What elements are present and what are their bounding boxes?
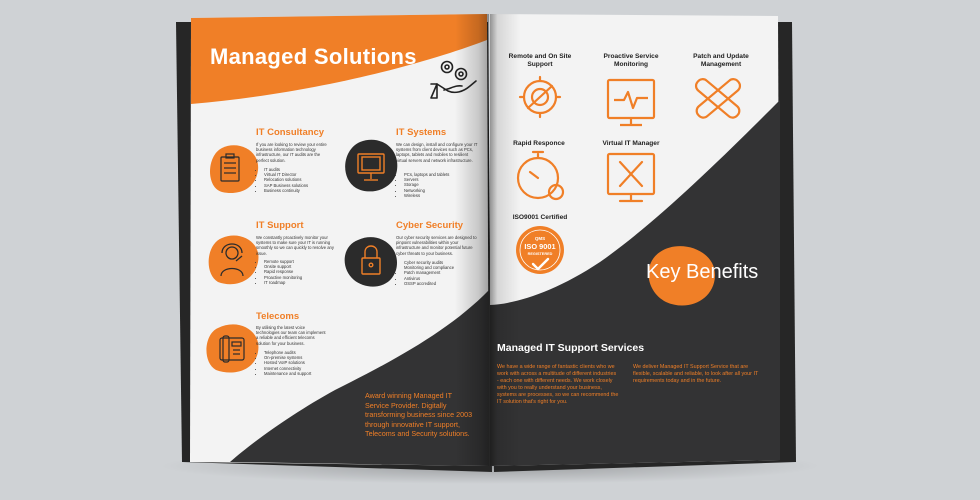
benefit-patch-update-management: Patch and Update Management <box>693 53 749 68</box>
service-desc-it-consultancy: If you are looking to review your entire business information technology infrastructure, our IT audits are the perfect solution. <box>256 142 327 163</box>
bullet-item: • Monitoring and compliance <box>404 265 454 270</box>
paragraph-left: We have a wide range of fantastic clients who we work with across a multitude of different industries - each one with different needs. We work closely with you to really understand your business, systems are processes, so we can recommend the IT solution that's right for you. <box>497 364 619 405</box>
service-desc-it-support: We constantly proactively monitor your systems to make sure your IT is running smoothly so we can quickly to resolve any issue. <box>256 235 334 256</box>
key-benefits-heading: Key Benefits <box>646 261 759 283</box>
bullet-item: • Proactive monitoring <box>264 275 302 280</box>
service-title-cyber-security: Cyber Security <box>396 220 464 231</box>
service-bullets-it-consultancy <box>256 167 308 193</box>
service-bullets-it-support <box>256 259 302 285</box>
bullet-item: • Virtual IT Director <box>264 172 308 177</box>
benefit-remote-onsite-support: Remote and On Site Support <box>508 53 572 68</box>
service-bullets-telecoms <box>256 350 311 376</box>
bullet-item: • OSSP accredited <box>404 281 454 286</box>
bullet-item: • Maintenance and support <box>264 371 311 376</box>
left-footer-text: Award winning Managed IT Service Provider. Digitally transforming business since 2003 through innovative IT support, Telecoms and Security solutions. <box>365 391 473 439</box>
left-page-heading: Managed Solutions <box>210 44 417 69</box>
bullet-item: • Relocation solutions <box>264 177 308 182</box>
bullet-item: • Internet connectivity <box>264 366 311 371</box>
benefit-rapid-response: Rapid Responce <box>513 140 565 147</box>
bullet-item: • Wireless <box>404 193 449 198</box>
bullet-item: • Cyber security audits <box>404 260 454 265</box>
bullet-item: • IT roadmap <box>264 280 302 285</box>
it-systems-blob <box>345 140 397 192</box>
service-title-telecoms: Telecoms <box>256 311 300 322</box>
bullet-item: • Business continuity <box>264 188 308 193</box>
service-title-it-support: IT Support <box>256 220 304 231</box>
bullet-item: • Telephone audits <box>264 350 311 355</box>
bullet-item: • Patch management <box>404 270 454 275</box>
service-title-it-consultancy: IT Consultancy <box>256 127 325 138</box>
badge-bottom-text: REGISTERED <box>527 252 553 256</box>
bullet-item: • IT audits <box>264 167 308 172</box>
paragraph-right: We deliver Managed IT Support Service that are flexible, scalable and reliable, to look after all your IT requirements today and in the future. <box>633 364 759 384</box>
benefit-iso9001-certified: ISO9001 Certified <box>512 214 568 221</box>
badge-top-text: QMS <box>534 236 546 241</box>
service-bullets-it-systems <box>396 172 449 198</box>
bullet-item: • Remote support <box>264 259 302 264</box>
service-title-it-systems: IT Systems <box>396 127 447 138</box>
bullet-item: • Hosted VoIP solutions <box>264 360 311 365</box>
benefit-virtual-it-manager: Virtual IT Manager <box>602 140 660 147</box>
bullet-item: • Storage <box>404 182 449 187</box>
bullet-item: • PCs, laptops and tablets <box>404 172 449 177</box>
service-desc-it-systems: We can design, install and configure your IT systems from client devices such as PCs, laptops, tablets and mobiles to resilient virtual servers and network infrastructure. <box>396 142 478 163</box>
service-desc-cyber-security: Our cyber security services are designed to pinpoint vulnerabilities within your infrastructure and monitor potential future cyber threats to your business. <box>396 235 477 256</box>
bullet-item: • Servers <box>404 177 449 182</box>
bullet-item: • Rapid response <box>264 269 302 274</box>
telecoms-blob <box>206 324 258 372</box>
bullet-item: • Onsite support <box>264 264 302 269</box>
bullet-item: • On-premise systems <box>264 355 311 360</box>
bullet-item: • SAP Business solutions <box>264 183 308 188</box>
service-desc-telecoms: By utilising the latest voice technologies our team can implement a reliable and efficient telecoms solution for your business. <box>256 325 326 346</box>
benefit-proactive-monitoring: Proactive Service Monitoring <box>603 53 659 68</box>
bullet-item: • Networking <box>404 188 449 193</box>
badge-main-text: ISO 9001 <box>524 242 556 251</box>
section-title: Managed IT Support Services <box>497 342 645 354</box>
service-bullets-cyber-security <box>396 260 454 286</box>
bullet-item: • Antivirus <box>404 276 454 281</box>
